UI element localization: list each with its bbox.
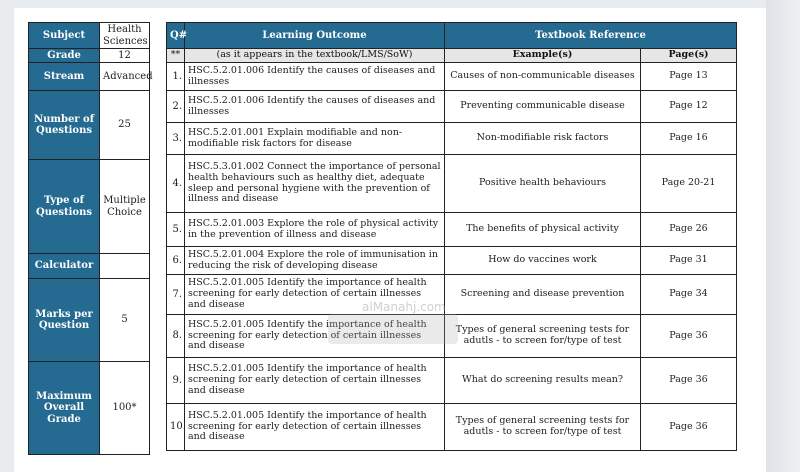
example: The benefits of physical activity — [445, 213, 641, 247]
table-row — [167, 404, 737, 451]
learning-outcome: HSC.5.2.01.005 Identify the importance of health screening for early detection of certain illnesses and disease — [185, 404, 445, 451]
info-value: 12 — [100, 49, 150, 63]
info-value: Health Sciences — [100, 23, 150, 49]
example: Screening and disease prevention — [445, 275, 641, 315]
table-row — [167, 155, 737, 213]
example: Positive health behaviours — [445, 155, 641, 213]
outcome-subheader: (as it appears in the textbook/LMS/SoW) — [185, 49, 445, 63]
question-number: 2. — [167, 91, 185, 123]
table-row — [167, 275, 737, 315]
page-reference: Page 16 — [641, 123, 737, 155]
question-number: 1. — [167, 63, 185, 91]
learning-outcome: HSC.5.3.01.002 Connect the importance of personal health behaviours such as healthy diet, adequate sleep and personal hygiene with the prevention of illness and disease — [185, 155, 445, 213]
q-subheader: ** — [167, 49, 185, 63]
info-label: Marks per Question — [29, 279, 100, 362]
info-label: Maximum Overall Grade — [29, 362, 100, 455]
info-row-subject — [29, 23, 150, 49]
question-number: 7. — [167, 275, 185, 315]
info-label: Grade — [29, 49, 100, 63]
page-reference: Page 31 — [641, 247, 737, 275]
info-value: 5 — [100, 279, 150, 362]
info-value: 25 — [100, 91, 150, 160]
textbook-reference-header: Textbook Reference — [445, 23, 737, 49]
info-value: 100* — [100, 362, 150, 455]
watermark-text: alManahj.com — [362, 300, 446, 314]
table-row — [167, 91, 737, 123]
example: Preventing communicable disease — [445, 91, 641, 123]
info-row-grade — [29, 49, 150, 63]
page-reference: Page 20-21 — [641, 155, 737, 213]
page-subheader: Page(s) — [641, 49, 737, 63]
question-number: 4. — [167, 155, 185, 213]
question-number: 8. — [167, 315, 185, 358]
learning-outcome: HSC.5.2.01.004 Explore the role of immunisation in reducing the risk of developing disease — [185, 247, 445, 275]
learning-outcome-header: Learning Outcome — [185, 23, 445, 49]
example: Types of general screening tests for adutls - to screen for/type of test — [445, 315, 641, 358]
page-reference: Page 13 — [641, 63, 737, 91]
table-row — [167, 358, 737, 404]
question-number: 9. — [167, 358, 185, 404]
example: Non-modifiable risk factors — [445, 123, 641, 155]
info-label: Calculator — [29, 254, 100, 279]
info-value: Multiple Choice — [100, 160, 150, 254]
example-subheader: Example(s) — [445, 49, 641, 63]
subheader-row — [167, 49, 737, 63]
page-reference: Page 36 — [641, 315, 737, 358]
learning-outcomes-table — [166, 22, 737, 451]
page-reference: Page 36 — [641, 404, 737, 451]
info-label: Subject — [29, 23, 100, 49]
table-row — [167, 315, 737, 358]
page-reference: Page 26 — [641, 213, 737, 247]
question-number: 5. — [167, 213, 185, 247]
info-label: Stream — [29, 63, 100, 91]
header-row — [167, 23, 737, 49]
page-reference: Page 12 — [641, 91, 737, 123]
example: Types of general screening tests for adutls - to screen for/type of test — [445, 404, 641, 451]
learning-outcome: HSC.5.2.01.005 Identify the importance of health screening for early detection of certain illnesses and disease — [185, 358, 445, 404]
info-row-maximum-overall-grade — [29, 362, 150, 455]
example: Causes of non-communicable diseases — [445, 63, 641, 91]
table-row — [167, 247, 737, 275]
learning-outcome: HSC.5.2.01.003 Explore the role of physical activity in the prevention of illness and disease — [185, 213, 445, 247]
q-number-header: Q# — [167, 23, 185, 49]
learning-outcome: HSC.5.2.01.005 Identify the importance of health screening for early detection of certain illnesses and disease — [185, 315, 445, 358]
info-row-stream — [29, 63, 150, 91]
exam-info-table — [28, 22, 153, 455]
info-row-marks-per-question — [29, 279, 150, 362]
table-row — [167, 123, 737, 155]
learning-outcome: HSC.5.2.01.001 Explain modifiable and non-modifiable risk factors for disease — [185, 123, 445, 155]
table-row — [167, 63, 737, 91]
learning-outcome: HSC.5.2.01.006 Identify the causes of diseases and illnesses — [185, 63, 445, 91]
viewer-edge — [766, 0, 800, 472]
question-number: 6. — [167, 247, 185, 275]
learning-outcome: HSC.5.2.01.006 Identify the causes of diseases and illnesses — [185, 91, 445, 123]
info-label: Number of Questions — [29, 91, 100, 160]
question-number: 10. — [167, 404, 185, 451]
page-reference: Page 34 — [641, 275, 737, 315]
table-row — [167, 213, 737, 247]
info-row-type-of-questions — [29, 160, 150, 254]
info-label: Type of Questions — [29, 160, 100, 254]
info-row-number-of-questions — [29, 91, 150, 160]
info-value: Advanced — [100, 63, 150, 91]
page-reference: Page 36 — [641, 358, 737, 404]
example: How do vaccines work — [445, 247, 641, 275]
example: What do screening results mean? — [445, 358, 641, 404]
learning-outcome: HSC.5.2.01.005 Identify the importance of health screening for early detection of certain illnesses and disease — [185, 275, 445, 315]
info-value — [100, 254, 150, 279]
question-number: 3. — [167, 123, 185, 155]
info-row-calculator — [29, 254, 150, 279]
